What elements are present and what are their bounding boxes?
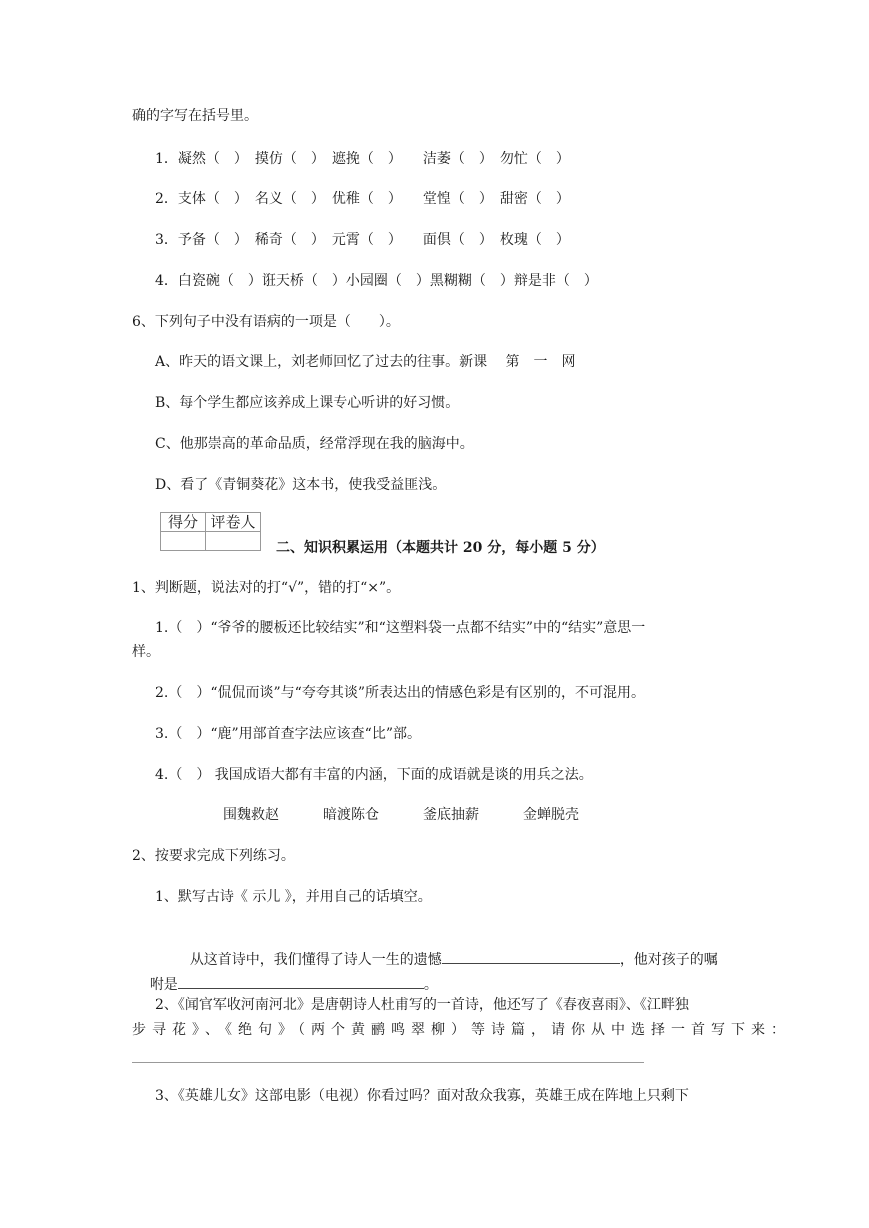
judge-item-1: 1.（ ）“爷爷的腰板还比较结实”和“这塑料袋一点都不结实”中的“结实”意思一 bbox=[155, 620, 646, 636]
grader-cell bbox=[206, 532, 261, 551]
exercise-sub-2-line-2: 步寻花》、《绝句》（两个黄鹂鸣翠柳）等诗篇，请你从中选择一首写下来： bbox=[132, 1022, 791, 1038]
score-table bbox=[160, 512, 261, 551]
q6-option-b: B、每个学生都应该养成上课专心听讲的好习惯。 bbox=[155, 395, 460, 411]
idiom-4: 金蝉脱壳 bbox=[523, 807, 579, 823]
judge-item-3: 3.（ ）“鹿”用部首查字法应该查“比”部。 bbox=[155, 726, 421, 742]
q5-row-3: 3．予备（ ） 稀奇（ ） 元霄（ ） 面倶（ ） 枚瑰（ ） bbox=[155, 232, 570, 248]
score-cell bbox=[161, 532, 206, 551]
fill-text-b: ，他对孩子的嘱 bbox=[619, 952, 718, 968]
score-header: 得分 bbox=[161, 513, 206, 532]
exercise-sub-3: 3、《英雄儿女》这部电影（电视）你看过吗？面对敌众我寡，英雄王成在阵地上只剩下 bbox=[155, 1088, 689, 1104]
fill-text-c: 咐是 bbox=[149, 977, 178, 993]
exercise-question: 2、按要求完成下列练习。 bbox=[132, 848, 295, 864]
blank-regret[interactable] bbox=[442, 949, 620, 964]
fill-text-d: 。 bbox=[423, 977, 438, 993]
idiom-1: 围魏救赵 bbox=[223, 807, 279, 823]
exercise-sub-2-line-1: 2、《闻官军收河南河北》是唐朝诗人杜甫写的一首诗，他还写了《春夜喜雨》、《江畔独 bbox=[155, 997, 689, 1013]
q6-option-a: A、昨天的语文课上，刘老师回忆了过去的往事。新课 第 一 网 bbox=[155, 354, 576, 370]
judge-item-2: 2.（ ）“侃侃而谈”与“夸夸其谈”所表达出的情感色彩是有区别的，不可混用。 bbox=[155, 685, 645, 701]
q6-option-d: D、看了《青铜葵花》这本书，使我受益匪浅。 bbox=[155, 477, 447, 493]
exercise-sub-1: 1、默写古诗《 示儿 》，并用自己的话填空。 bbox=[155, 889, 432, 905]
q5-row-4: 4．白瓷碗（ ）诳天桥（ ）小园圈（ ）黑糊糊（ ）辩是非（ ） bbox=[155, 273, 598, 289]
judge-question: 1、判断题，说法对的打“√”，错的打“×”。 bbox=[132, 580, 401, 596]
intro-text: 确的字写在括号里。 bbox=[132, 108, 258, 124]
idiom-2: 暗渡陈仓 bbox=[323, 807, 379, 823]
q6-question: 6、下列句子中没有语病的一项是（ ）。 bbox=[132, 314, 400, 330]
grader-header: 评卷人 bbox=[206, 513, 261, 532]
answer-line[interactable] bbox=[132, 1062, 644, 1063]
q6-option-c: C、他那崇高的革命品质，经常浮现在我的脑海中。 bbox=[155, 436, 474, 452]
q5-row-2: 2．支体（ ） 名义（ ） 优稚（ ） 堂惶（ ） 甜密（ ） bbox=[155, 191, 570, 207]
q5-row-1: 1．凝然（ ） 摸仿（ ） 遮挽（ ） 洁萎（ ） 勿忙（ ） bbox=[155, 151, 570, 167]
blank-instruction[interactable] bbox=[178, 974, 424, 989]
section-2-title: 二、知识积累运用（本题共计 20 分，每小题 5 分） bbox=[276, 540, 605, 556]
idiom-3: 釜底抽薪 bbox=[423, 807, 479, 823]
judge-item-4: 4.（ ） 我国成语大都有丰富的内涵，下面的成语就是谈的用兵之法。 bbox=[155, 767, 593, 783]
judge-item-1-cont: 样。 bbox=[132, 644, 160, 660]
fill-text-a: 从这首诗中，我们懂得了诗人一生的遗憾 bbox=[189, 952, 442, 968]
